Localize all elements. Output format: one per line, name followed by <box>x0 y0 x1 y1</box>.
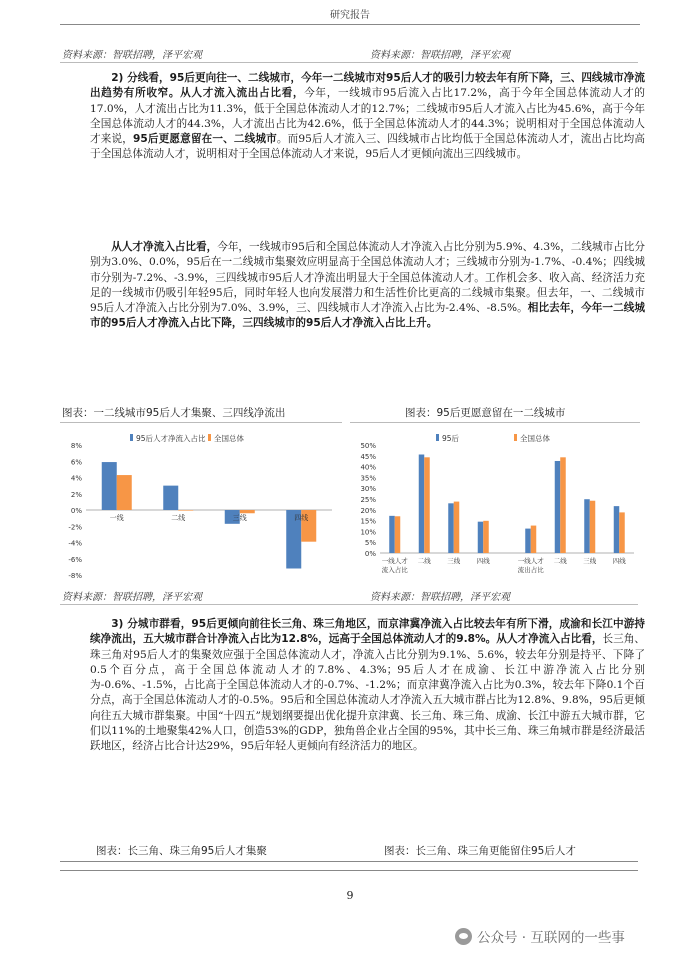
bar <box>102 462 117 510</box>
source-top-right: 资料来源：智联招聘，泽平宏观 <box>370 50 510 61</box>
legend-label: 全国总体 <box>520 434 550 443</box>
legend-label: 全国总体 <box>214 434 244 443</box>
y-tick-label: -6% <box>68 555 82 564</box>
x-tick-label: 四线 <box>476 557 490 565</box>
bar <box>424 457 430 553</box>
caption-chart-right: 图表：95后更愿意留在一二线城市 <box>405 407 566 419</box>
y-tick-label: 45% <box>360 452 376 461</box>
y-tick-label: 5% <box>364 539 376 548</box>
y-tick-label: 6% <box>70 458 82 467</box>
bar <box>448 503 454 553</box>
caption-chart-left: 图表：一二线城市95后人才集聚、三四线净流出 <box>62 407 286 419</box>
chart-right-container <box>350 422 640 584</box>
bar <box>395 516 401 553</box>
caption-bottom-right: 图表：长三角、珠三角更能留住95后人才 <box>384 845 576 857</box>
x-tick-label: 三线 <box>583 557 597 565</box>
bar <box>619 512 625 553</box>
bar <box>419 455 425 553</box>
paragraph-city-tier <box>90 71 645 163</box>
y-tick-label: -8% <box>68 572 82 580</box>
y-tick-label: 15% <box>360 517 376 526</box>
legend-swatch <box>436 434 439 441</box>
y-tick-label: -4% <box>68 539 82 548</box>
y-tick-label: 2% <box>70 490 82 499</box>
x-tick-label: 一线人才 <box>517 557 544 565</box>
x-tick-label: 三线 <box>447 557 461 565</box>
x-tick-label: 一线人才 <box>381 557 408 565</box>
bar <box>525 529 531 553</box>
bar <box>483 521 489 553</box>
legend-swatch <box>130 434 133 441</box>
para1-run: 2) 分线看，95后更向往一、二线城市，今年一二线城市对95后人才的吸引力较去年有所下降，三、四线城市净流出趋势有所收窄。从人才流入流出占比看， <box>90 72 645 100</box>
bar <box>614 506 620 553</box>
wechat-icon <box>455 928 472 945</box>
y-tick-label: 8% <box>70 442 82 450</box>
x-tick-label: 流入占比 <box>381 566 408 574</box>
paragraph-net-inflow <box>90 240 645 332</box>
x-tick-label: 二线 <box>553 557 567 565</box>
x-tick-label: 三线 <box>232 514 247 522</box>
bar <box>163 486 178 510</box>
bar <box>117 475 132 510</box>
x-tick-label: 一线 <box>109 514 124 522</box>
y-tick-label: 0% <box>364 550 376 558</box>
y-tick-label: -2% <box>68 523 82 532</box>
x-tick-label: 四线 <box>294 514 309 522</box>
chart-inflow-outflow <box>350 423 640 585</box>
legend-label: 95后 <box>442 434 460 443</box>
legend-label: 95后人才净流入占比 <box>136 434 206 443</box>
caption-bottom-left: 图表：长三角、珠三角95后人才集聚 <box>96 845 267 857</box>
watermark <box>455 926 625 946</box>
bar <box>240 510 255 513</box>
para1-run: 今年，一线城市95后流入占比17.2%，高于今年全国总体流动人才的17.0%，人才流出占比为11.3%，低于全国总体流动人才的12.7%；二线城市95后人才流入占比为45.6%，高于今年全国总体流动人才的44.3%，人才流出占比为42.6%，低于全国总体流动人才的44.3%；说明相对于全国总体流动人才来说， <box>90 87 646 146</box>
bar <box>584 499 590 553</box>
para2-run: 从人才净流入占比看， <box>111 241 218 253</box>
para1-run: 。而95后人才流入三、四线城市占比均低于全国总体流动人才，流出占比均高于全国总体流动人才，说明相对于全国总体流动人才来说，95后人才更倾向流出三四线城市。 <box>90 133 646 161</box>
para3-run: 长三角、珠三角对95后人才的集聚效应强于全国总体流动人才，净流入占比分别为9.1%、5.6%，较去年分别是持平、下降了0.5个百分点，高于全国总体流动人才的7.8%、4.3%；95后人才在成渝、长江中游净流入占比分别为-0.6%、-1.5%，占比高于全国总体流动人才的-0.7%、-1.2%；而京津冀净流入占比为0.3%，较去年下降0.1个百分点，高于全国总体流动人才的-0.5%。95后和全国总体流动人才净流入五大城市群占比为12.8%、9.8%，95后更倾向往五大城市群集聚。中国“十四五”规划纲要提出优化提升京津冀、长三角、珠三角、成渝、长江中游五大城市群，它们以11%的土地聚集42%人口，创造53%的GDP，独角兽企业占全国的95%，其中长三角、珠三角城市群是经济最活跃地区，经济占比合计达29%，95后年轻人更倾向有经济活力的地区。 <box>90 633 645 753</box>
legend-swatch <box>514 434 517 441</box>
source-top-left: 资料来源：智联招聘，泽平宏观 <box>62 50 202 61</box>
bar <box>454 502 460 553</box>
x-tick-label: 二线 <box>417 557 431 565</box>
x-tick-label: 二线 <box>171 514 186 522</box>
y-tick-label: 40% <box>360 463 376 472</box>
para1-run: 95后更愿意留在一、二线城市 <box>133 133 277 146</box>
y-tick-label: 20% <box>360 506 376 515</box>
watermark-text: 公众号 · 互联网的一些事 <box>477 930 625 946</box>
y-tick-label: 30% <box>360 485 376 494</box>
chart-net-inflow <box>60 423 342 585</box>
source-rule-top <box>60 62 638 63</box>
bar <box>178 510 193 511</box>
y-tick-label: 10% <box>360 528 376 537</box>
para2-run: 今年，一线城市95后和全国总体流动人才净流入占比分别为5.9%、4.3%，二线城市占比分别为3.0%、0.0%，95后在一二线城市集聚效应明显高于全国总体流动人才；三线城市分别为-1.7%、-0.4%；四线城市分别为-7.2%、-3.9%，三四线城市95后人才净流出明显大于全国总体流动人才。工作机会多、收入高、经济活力充足的一线城市仍吸引年轻95后，同时年轻人也向发展潜力和生活性价比更高的二线城市集聚。但去年，一、二线城市95后人才净流入占比分别为7.0%、3.9%，三、四线城市人才净流入占比为-2.4%、-8.5%。 <box>90 241 646 315</box>
x-tick-label: 流出占比 <box>517 566 544 574</box>
bar <box>389 516 395 553</box>
source-mid-right: 资料来源：智联招聘，泽平宏观 <box>370 592 510 603</box>
y-tick-label: 25% <box>360 496 376 504</box>
footer-rule <box>60 870 638 871</box>
para2-run: 相比去年，今年一二线城市的95后人才净流入占比下降，三四线城市的95后人才净流入占比上升。 <box>90 302 645 330</box>
bar <box>555 461 561 553</box>
legend-swatch <box>208 434 211 441</box>
source-rule-mid <box>60 604 638 605</box>
y-tick-label: 4% <box>70 474 82 483</box>
y-tick-label: 50% <box>360 442 376 450</box>
chart-left-container <box>60 422 342 584</box>
para3-run: 3) 分城市群看，95后更倾向前往长三角、珠三角地区，而京津冀净流入占比较去年有所下滑，成渝和长江中游持续净流出，五大城市群合计净流入占比为12.8%，远高于全国总体流动人才的9.8%。从人才净流入占比看， <box>90 618 645 646</box>
page-number: 9 <box>346 889 354 902</box>
y-tick-label: 35% <box>360 474 376 483</box>
y-tick-label: 0% <box>70 507 82 515</box>
bar <box>590 501 596 553</box>
page-header: 研究报告 <box>330 10 370 21</box>
bottom-rule <box>60 861 638 862</box>
bar <box>478 522 484 553</box>
header-rule <box>60 24 640 25</box>
paragraph-city-cluster <box>90 617 645 755</box>
x-tick-label: 四线 <box>612 557 626 565</box>
bar <box>531 526 537 553</box>
source-mid-left: 资料来源：智联招聘，泽平宏观 <box>62 592 202 603</box>
bar <box>560 457 566 553</box>
